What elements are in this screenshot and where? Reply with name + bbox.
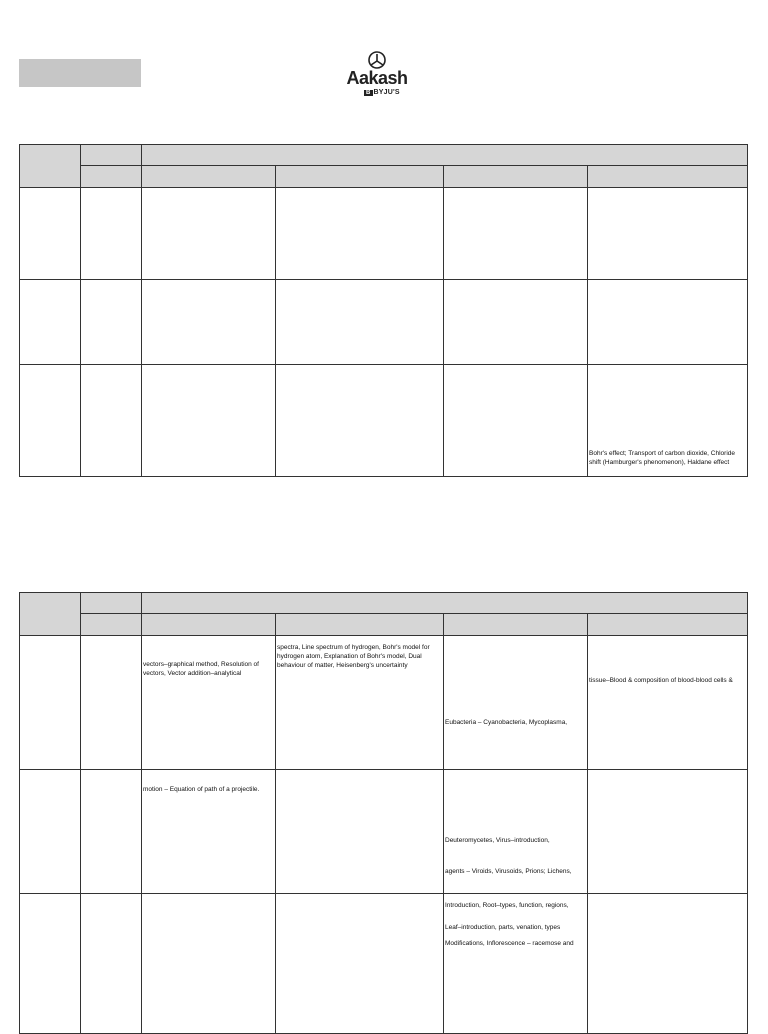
t2-r1-c4 bbox=[444, 636, 588, 770]
t2-r2-c3 bbox=[276, 770, 444, 894]
t1-r3-c0 bbox=[20, 365, 81, 477]
t2-r2-c0 bbox=[20, 770, 81, 894]
table-row bbox=[20, 188, 748, 280]
table-row bbox=[20, 894, 748, 1034]
table-row bbox=[20, 636, 748, 770]
t1-r3-c3 bbox=[276, 365, 444, 477]
t2-r3-c3 bbox=[276, 894, 444, 1034]
t2-r2-c4-text-b: agents – Viroids, Virusoids, Prions; Lichens, bbox=[445, 868, 572, 875]
t1-subheader-c5 bbox=[588, 166, 748, 188]
t2-r1-c2-text: vectors–graphical method, Resolution of vectors, Vector addition–analytical bbox=[143, 661, 259, 677]
t2-r1-c5-text: tissue–Blood & composition of blood-blood cells & bbox=[589, 677, 733, 684]
t1-subheader-c1 bbox=[81, 166, 142, 188]
t2-r2-c4 bbox=[444, 770, 588, 894]
t1-subheader-c4 bbox=[444, 166, 588, 188]
t2-header-col2 bbox=[81, 593, 142, 614]
t2-r1-c2 bbox=[142, 636, 276, 770]
t1-r2-c0 bbox=[20, 280, 81, 365]
logo-subtitle bbox=[364, 89, 400, 96]
t1-r3-c4 bbox=[444, 365, 588, 477]
t2-r2-c2 bbox=[142, 770, 276, 894]
t2-header-span bbox=[142, 593, 748, 614]
aakash-byjus-logo bbox=[334, 50, 420, 102]
logo-wordmark: Aakash bbox=[346, 68, 408, 88]
t2-subheader-c4 bbox=[444, 614, 588, 636]
t1-r3-c1 bbox=[81, 365, 142, 477]
t2-r3-c2 bbox=[142, 894, 276, 1034]
t2-r3-c1 bbox=[81, 894, 142, 1034]
t1-r2-c4 bbox=[444, 280, 588, 365]
t1-header-span bbox=[142, 145, 748, 166]
t1-r3-c2 bbox=[142, 365, 276, 477]
t1-r1-c1 bbox=[81, 188, 142, 280]
t1-r2-c2 bbox=[142, 280, 276, 365]
logo-sub-text: BYJU'S bbox=[373, 89, 400, 96]
t2-subheader-c1 bbox=[81, 614, 142, 636]
t1-r3-c5 bbox=[588, 365, 748, 477]
schedule-table-1 bbox=[19, 144, 748, 477]
schedule-table-2 bbox=[19, 592, 748, 1034]
t2-r2-c1 bbox=[81, 770, 142, 894]
t1-r1-c5 bbox=[588, 188, 748, 280]
t2-r3-c5 bbox=[588, 894, 748, 1034]
t1-header-col1 bbox=[20, 145, 81, 188]
t2-subheader-c2 bbox=[142, 614, 276, 636]
t2-r1-c3-text: spectra, Line spectrum of hydrogen, Bohr's model for hydrogen atom, Explanation of Bohr's model, Dual behaviour of matter, Heisenberg's uncertainty bbox=[277, 644, 430, 669]
t2-r3-c4-text-a: Introduction, Root–types, function, regions, bbox=[445, 902, 569, 909]
t2-r1-c5 bbox=[588, 636, 748, 770]
t1-header-col2 bbox=[81, 145, 142, 166]
t2-r1-c0 bbox=[20, 636, 81, 770]
t2-r3-c4-text-b: Leaf–introduction, parts, venation, types bbox=[445, 924, 561, 931]
t1-subheader-c3 bbox=[276, 166, 444, 188]
t2-r3-c0 bbox=[20, 894, 81, 1034]
t2-r1-c3 bbox=[276, 636, 444, 770]
t1-r2-c5 bbox=[588, 280, 748, 365]
logo-sub-badge: B bbox=[366, 90, 371, 96]
t2-r1-c4-text: Eubacteria – Cyanobacteria, Mycoplasma, bbox=[445, 719, 568, 726]
table-row bbox=[20, 365, 748, 477]
t2-r3-c4-text-c: Modifications, Inflorescence – racemose and bbox=[445, 940, 574, 947]
t2-r2-c4-text-a: Deuteromycetes, Virus–introduction, bbox=[445, 837, 550, 844]
t2-subheader-c5 bbox=[588, 614, 748, 636]
gray-label-block bbox=[19, 59, 141, 87]
t2-subheader-c3 bbox=[276, 614, 444, 636]
t2-header-col1 bbox=[20, 593, 81, 636]
table-row bbox=[20, 280, 748, 365]
t1-r2-c3 bbox=[276, 280, 444, 365]
t2-r1-c1 bbox=[81, 636, 142, 770]
table-row bbox=[20, 770, 748, 894]
t1-r1-c2 bbox=[142, 188, 276, 280]
t1-r3-c5-text: Bohr's effect; Transport of carbon dioxide, Chloride shift (Hamburger's phenomenon), Haldane effect bbox=[589, 450, 736, 466]
t1-subheader-c2 bbox=[142, 166, 276, 188]
t2-r2-c5 bbox=[588, 770, 748, 894]
t1-r1-c4 bbox=[444, 188, 588, 280]
t2-r3-c4 bbox=[444, 894, 588, 1034]
t1-r1-c0 bbox=[20, 188, 81, 280]
t2-r2-c2-text: motion – Equation of path of a projectile. bbox=[143, 786, 260, 793]
t1-r1-c3 bbox=[276, 188, 444, 280]
t1-r2-c1 bbox=[81, 280, 142, 365]
